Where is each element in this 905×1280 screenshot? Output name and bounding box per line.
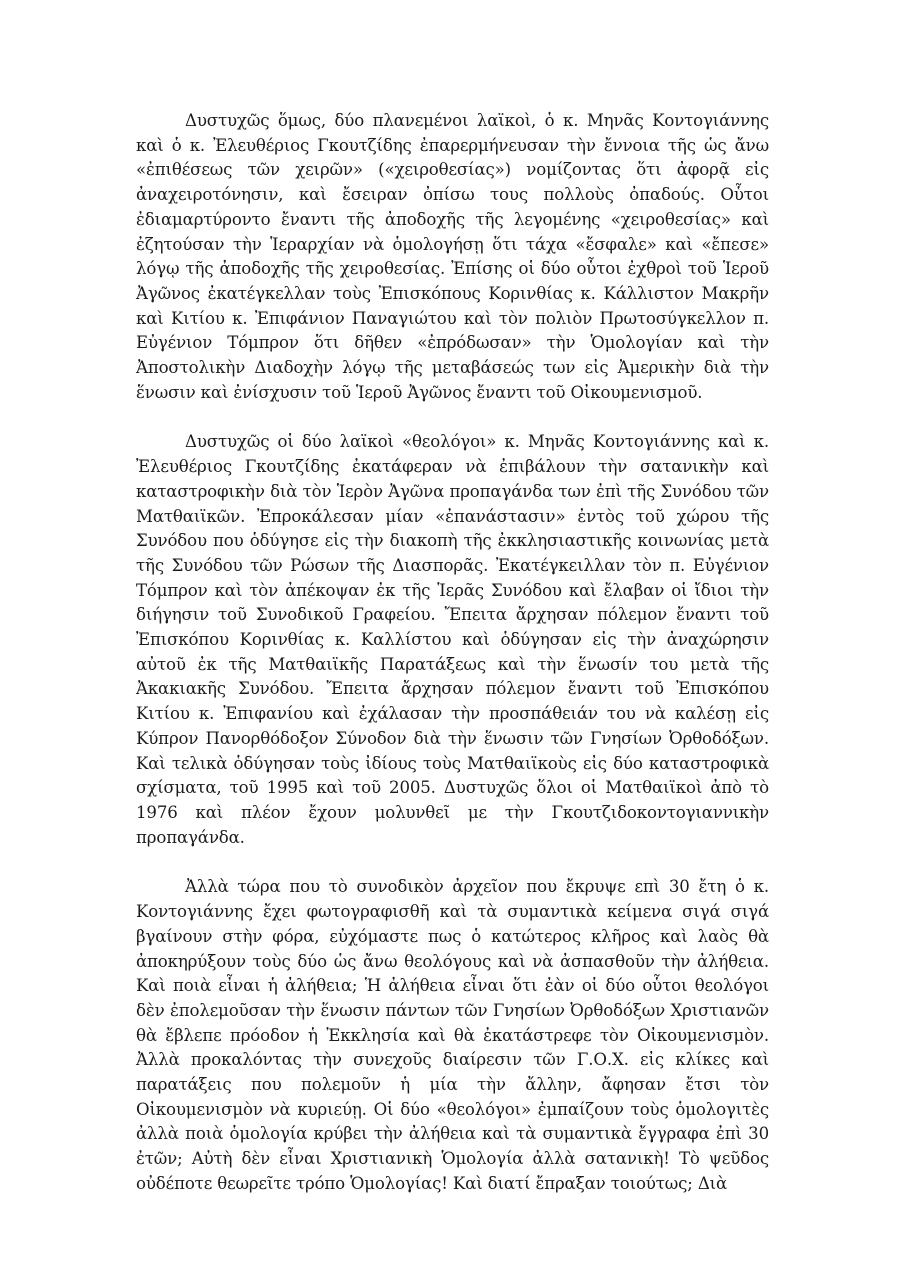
paragraph-3: Ἀλλὰ τώρα που τὸ συνοδικὸν ἀρχεῖον που ἔκρυψε επὶ 30 ἔτη ὁ κ. Κοντογιάννης ἔχει φωτογραφισθῆ καὶ τὰ συμαντικὰ κείμενα σιγά σιγά βγαίνουν στὴν φόρα, εὐχόμαστε πως ὁ κατώτερος κλῆρος καὶ λαὸς θὰ ἀποκηρύξουν τοὺς δύο ὡς ἄνω θεολόγους καὶ νὰ ἀσπασθοῦν τὴν ἀλήθεια. Καὶ ποιὰ εἶναι ἡ ἀλήθεια; Ἡ ἀλήθεια εἶναι ὅτι ἐὰν οἱ δύο οὗτοι θεολόγοι δὲν ἐπολεμοῦσαν τὴν ἕνωσιν πάντων τῶν Γνησίων Ὀρθοδόξων Χριστιανῶν θὰ ἔβλεπε πρόοδον ἡ Ἐκκλησία καὶ θὰ ἐκατάστρεφε τὸν Οἰκουμενισμὸν. Ἀλλὰ προκαλόντας τὴν συνεχοῦς διαίρεσιν τῶν Γ.Ο.Χ. εἰς κλίκες καὶ παρατάξεις που πολεμοῦν ἡ μία τὴν ἄλλην, ἄφησαν ἔτσι τὸν Οἰκουμενισμὸν νὰ κυριεύῃ. Οἱ δύο «θεολόγοι» ἐμπαίζουν τοὺς ὁμολογιτὲς ἀλλὰ ποιὰ ὁμολογία κρύβει τὴν ἀλήθεια καὶ τὰ συμαντικὰ ἔγγραφα ἐπὶ 30 ἐτῶν; Αὐτὴ δὲν εἶναι Χριστιανικὴ Ὁμολογία ἀλλὰ σατανικὴ! Τὸ ψεῦδος οὐδέποτε θεωρεῖτε τρόπο Ὁμολογίας! Καὶ διατί ἔπραξαν τοιούτως; Διὰ [136,877,769,1193]
body-text [136,109,769,1222]
paragraph-1: Δυστυχῶς ὅμως, δύο πλανεμένοι λαϊκοὶ, ὁ κ. Μηνᾶς Κοντογιάννης καὶ ὁ κ. Ἐλευθέριος Γκουτζίδης ἐπαρερμήνευσαν τὴν ἔννοια τῆς ὡς ἄνω «ἐπιθέσεως τῶν χειρῶν» («χειροθεσίας») νομίζοντας ὅτι ἀφορᾷ εἰς ἀναχειροτόνησιν, καὶ ἔσειραν ὀπίσω τους πολλοὺς ὀπαδούς. Οὗτοι ἐδιαμαρτύροντο ἔναντι τῆς ἀποδοχῆς τῆς λεγομένης «χειροθεσίας» καὶ ἐζητούσαν τὴν Ἱεραρχίαν νὰ ὁμολογήσῃ ὅτι τάχα «ἔσφαλε» καὶ «ἔπεσε» λόγῳ τῆς ἀποδοχῆς τῆς χειροθεσίας. Ἐπίσης οἱ δύο οὗτοι ἐχθροὶ τοῦ Ἱεροῦ Ἀγῶνος ἐκατέγκελλαν τοὺς Ἐπισκόπους Κορινθίας κ. Κάλλιστον Μακρῆν καὶ Κιτίου κ. Ἐπιφάνιον Παναγιώτου καὶ τὸν πολιὸν Πρωτοσύγκελλον π. Εὐγένιον Τόμπρον ὅτι δῆθεν «ἐπρόδωσαν» τὴν Ὁμολογίαν καὶ τὴν Ἀποστολικὴν Διαδοχὴν λόγῳ τῆς μεταβάσεώς των εἰς Ἀμερικὴν διὰ τὴν ἕνωσιν καὶ ἐνίσχυσιν τοῦ Ἱεροῦ Ἀγῶνος ἔναντι τοῦ Οἰκουμενισμοῦ. [136,111,769,402]
paragraph-2: Δυστυχῶς οἱ δύο λαϊκοὶ «θεολόγοι» κ. Μηνᾶς Κοντογιάννης καὶ κ. Ἐλευθέριος Γκουτζίδης ἐκατάφεραν νὰ ἐπιβάλουν τὴν σατανικὴν καὶ καταστροφικὴν διὰ τὸν Ἱερὸν Ἀγῶνα προπαγάνδα των ἐπὶ τῆς Συνόδου τῶν Ματθαιϊκῶν. Ἐπροκάλεσαν μίαν «ἐπανάστασιν» ἐντὸς τοῦ χώρου τῆς Συνόδου που ὁδύγησε εἰς τὴν διακοπὴ τῆς ἐκκλησιαστικῆς κοινωνίας μετὰ τῆς Συνόδου τῶν Ρώσων τῆς Διασπορᾶς. Ἐκατέγκειλλαν τὸν π. Εὐγένιον Τόμπρον καὶ τὸν ἀπέκοψαν ἐκ τῆς Ἱερᾶς Συνόδου καὶ ἔλαβαν οἱ ἴδιοι τὴν διήγησιν τοῦ Συνοδικοῦ Γραφείου. Ἔπειτα ἄρχησαν πόλεμον ἔναντι τοῦ Ἐπισκόπου Κορινθίας κ. Καλλίστου καὶ ὁδύγησαν εἰς τὴν ἀναχώρησιν αὐτοῦ ἐκ τῆς Ματθαιϊκῆς Παρατάξεως καὶ τὴν ἕνωσίν του μετὰ τῆς Ἀκακιακῆς Συνόδου. Ἔπειτα ἄρχησαν πόλεμον ἔναντι τοῦ Ἐπισκόπου Κιτίου κ. Ἐπιφανίου καὶ ἐχάλασαν τὴν προσπάθειάν του νὰ καλέσῃ εἰς Κύπρον Πανορθόδοξον Σύνοδον διὰ τὴν ἕνωσιν τῶν Γνησίων Ὀρθοδόξων. Καὶ τελικὰ ὁδύγησαν τοὺς ἰδίους τοὺς Ματθαιϊκοὺς εἰς δύο καταστροφικὰ σχίσματα, τοῦ 1995 καὶ τοῦ 2005. Δυστυχῶς ὅλοι οἱ Ματθαιϊκοὶ ἀπὸ τὸ 1976 καὶ πλέον ἔχουν μολυνθεῖ με τὴν Γκουτζιδοκοντογιαννικὴν προπαγάνδα. [136,432,769,847]
